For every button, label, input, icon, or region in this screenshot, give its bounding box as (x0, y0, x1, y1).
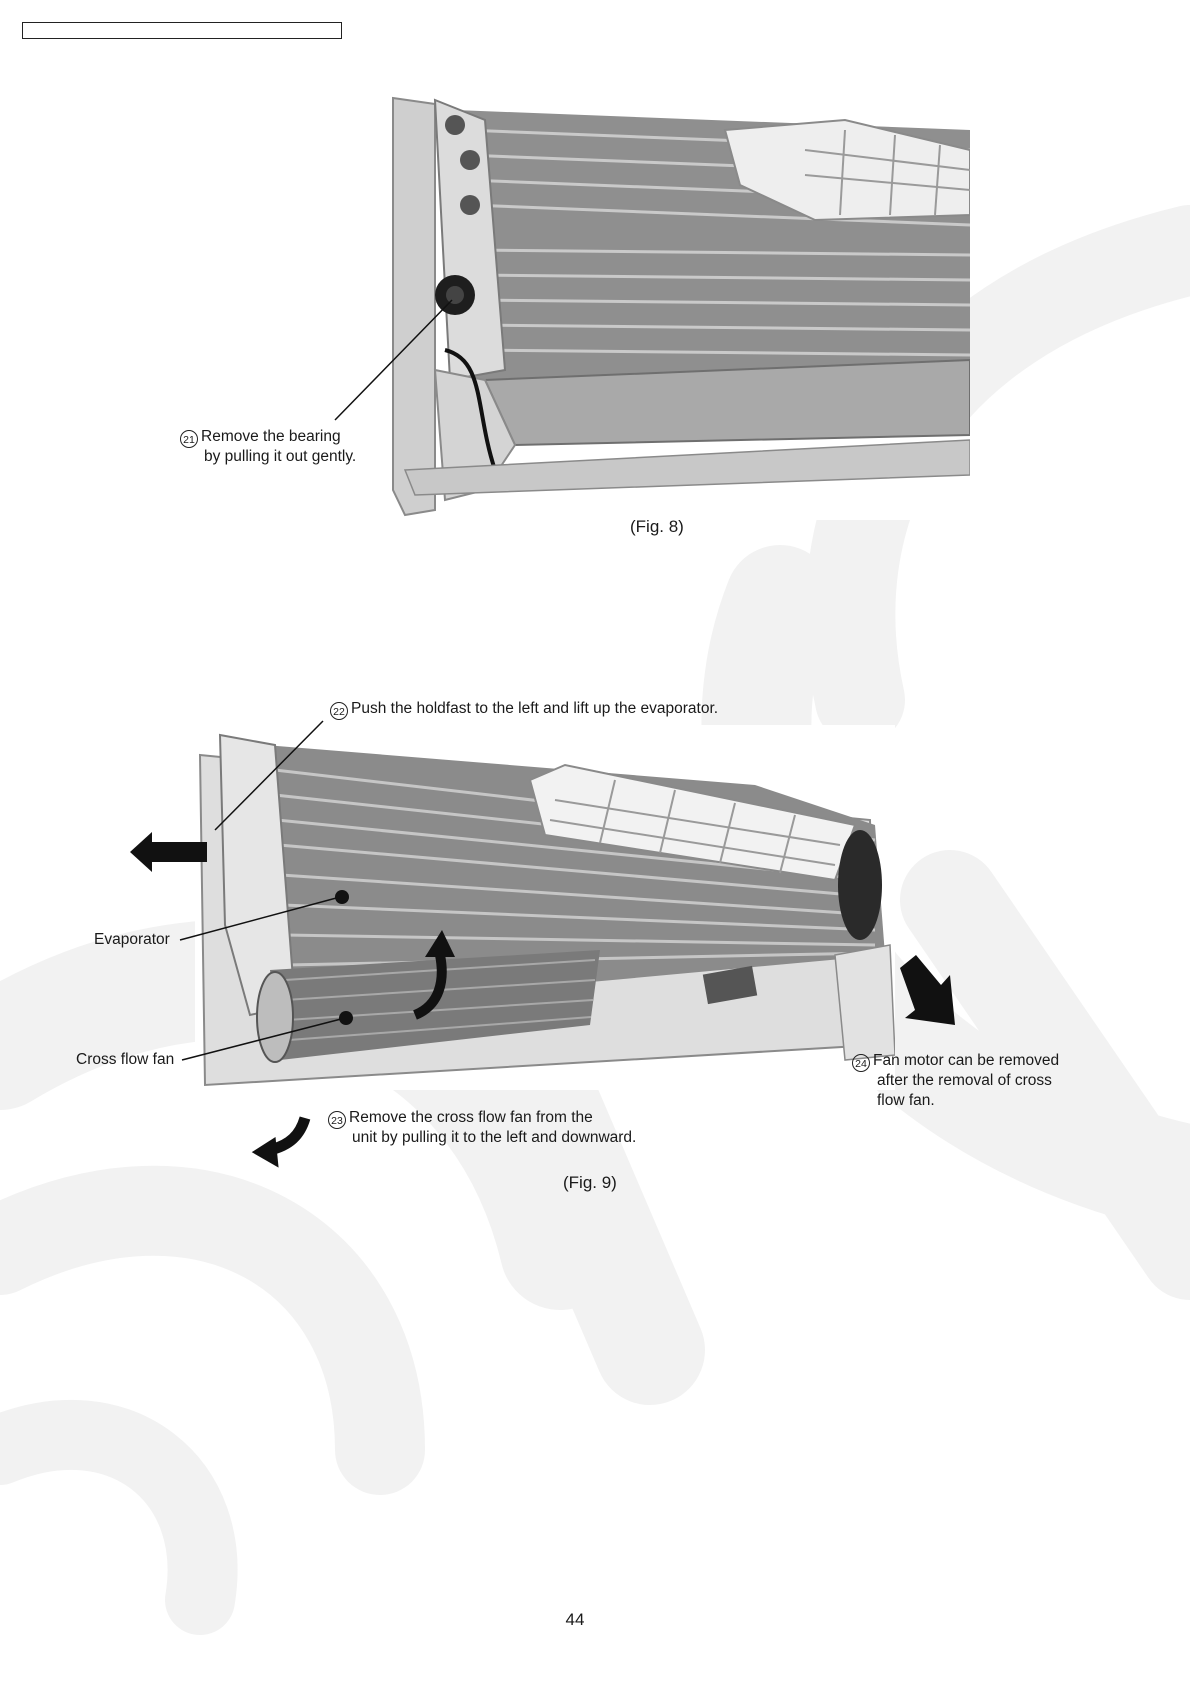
fig8-step21-label: 21 Remove the bearing (180, 427, 341, 448)
fig8-caption: (Fig. 8) (630, 517, 684, 536)
left-arrow-icon (130, 832, 207, 872)
fan-leader-line (182, 1018, 345, 1060)
fig9-step23-line2: unit by pulling it to the left and downward. (352, 1129, 637, 1146)
holdfast-leader-line (215, 721, 323, 830)
fig9-step24-label: 24 Fan motor can be removed (852, 1051, 1059, 1072)
fig8-step21-line2: by pulling it out gently. (204, 448, 357, 465)
cross-flow-fan-label: Cross flow fan (76, 1051, 175, 1068)
fig9-step24-line2: after the removal of cross (877, 1072, 1052, 1089)
step-number-24: 24 (852, 1054, 870, 1072)
fig9-caption: (Fig. 9) (563, 1173, 617, 1192)
evaporator-leader-line (180, 897, 340, 940)
bearing-leader-line (335, 300, 452, 420)
evaporator-label: Evaporator (94, 931, 170, 948)
fan-dot (339, 1011, 353, 1025)
fig9-step23-label: 23 Remove the cross flow fan from the (328, 1108, 593, 1129)
fig9-step22-label: 22 Push the holdfast to the left and lift up the evaporator. (330, 699, 718, 720)
page-number: 44 (565, 1610, 585, 1629)
step-number-21: 21 (180, 430, 198, 448)
evaporator-dot (335, 890, 349, 904)
step-number-22: 22 (330, 702, 348, 720)
fig9-step24-line3: flow fan. (877, 1092, 935, 1109)
down-right-arrow-icon (900, 955, 955, 1025)
step-number-23: 23 (328, 1111, 346, 1129)
